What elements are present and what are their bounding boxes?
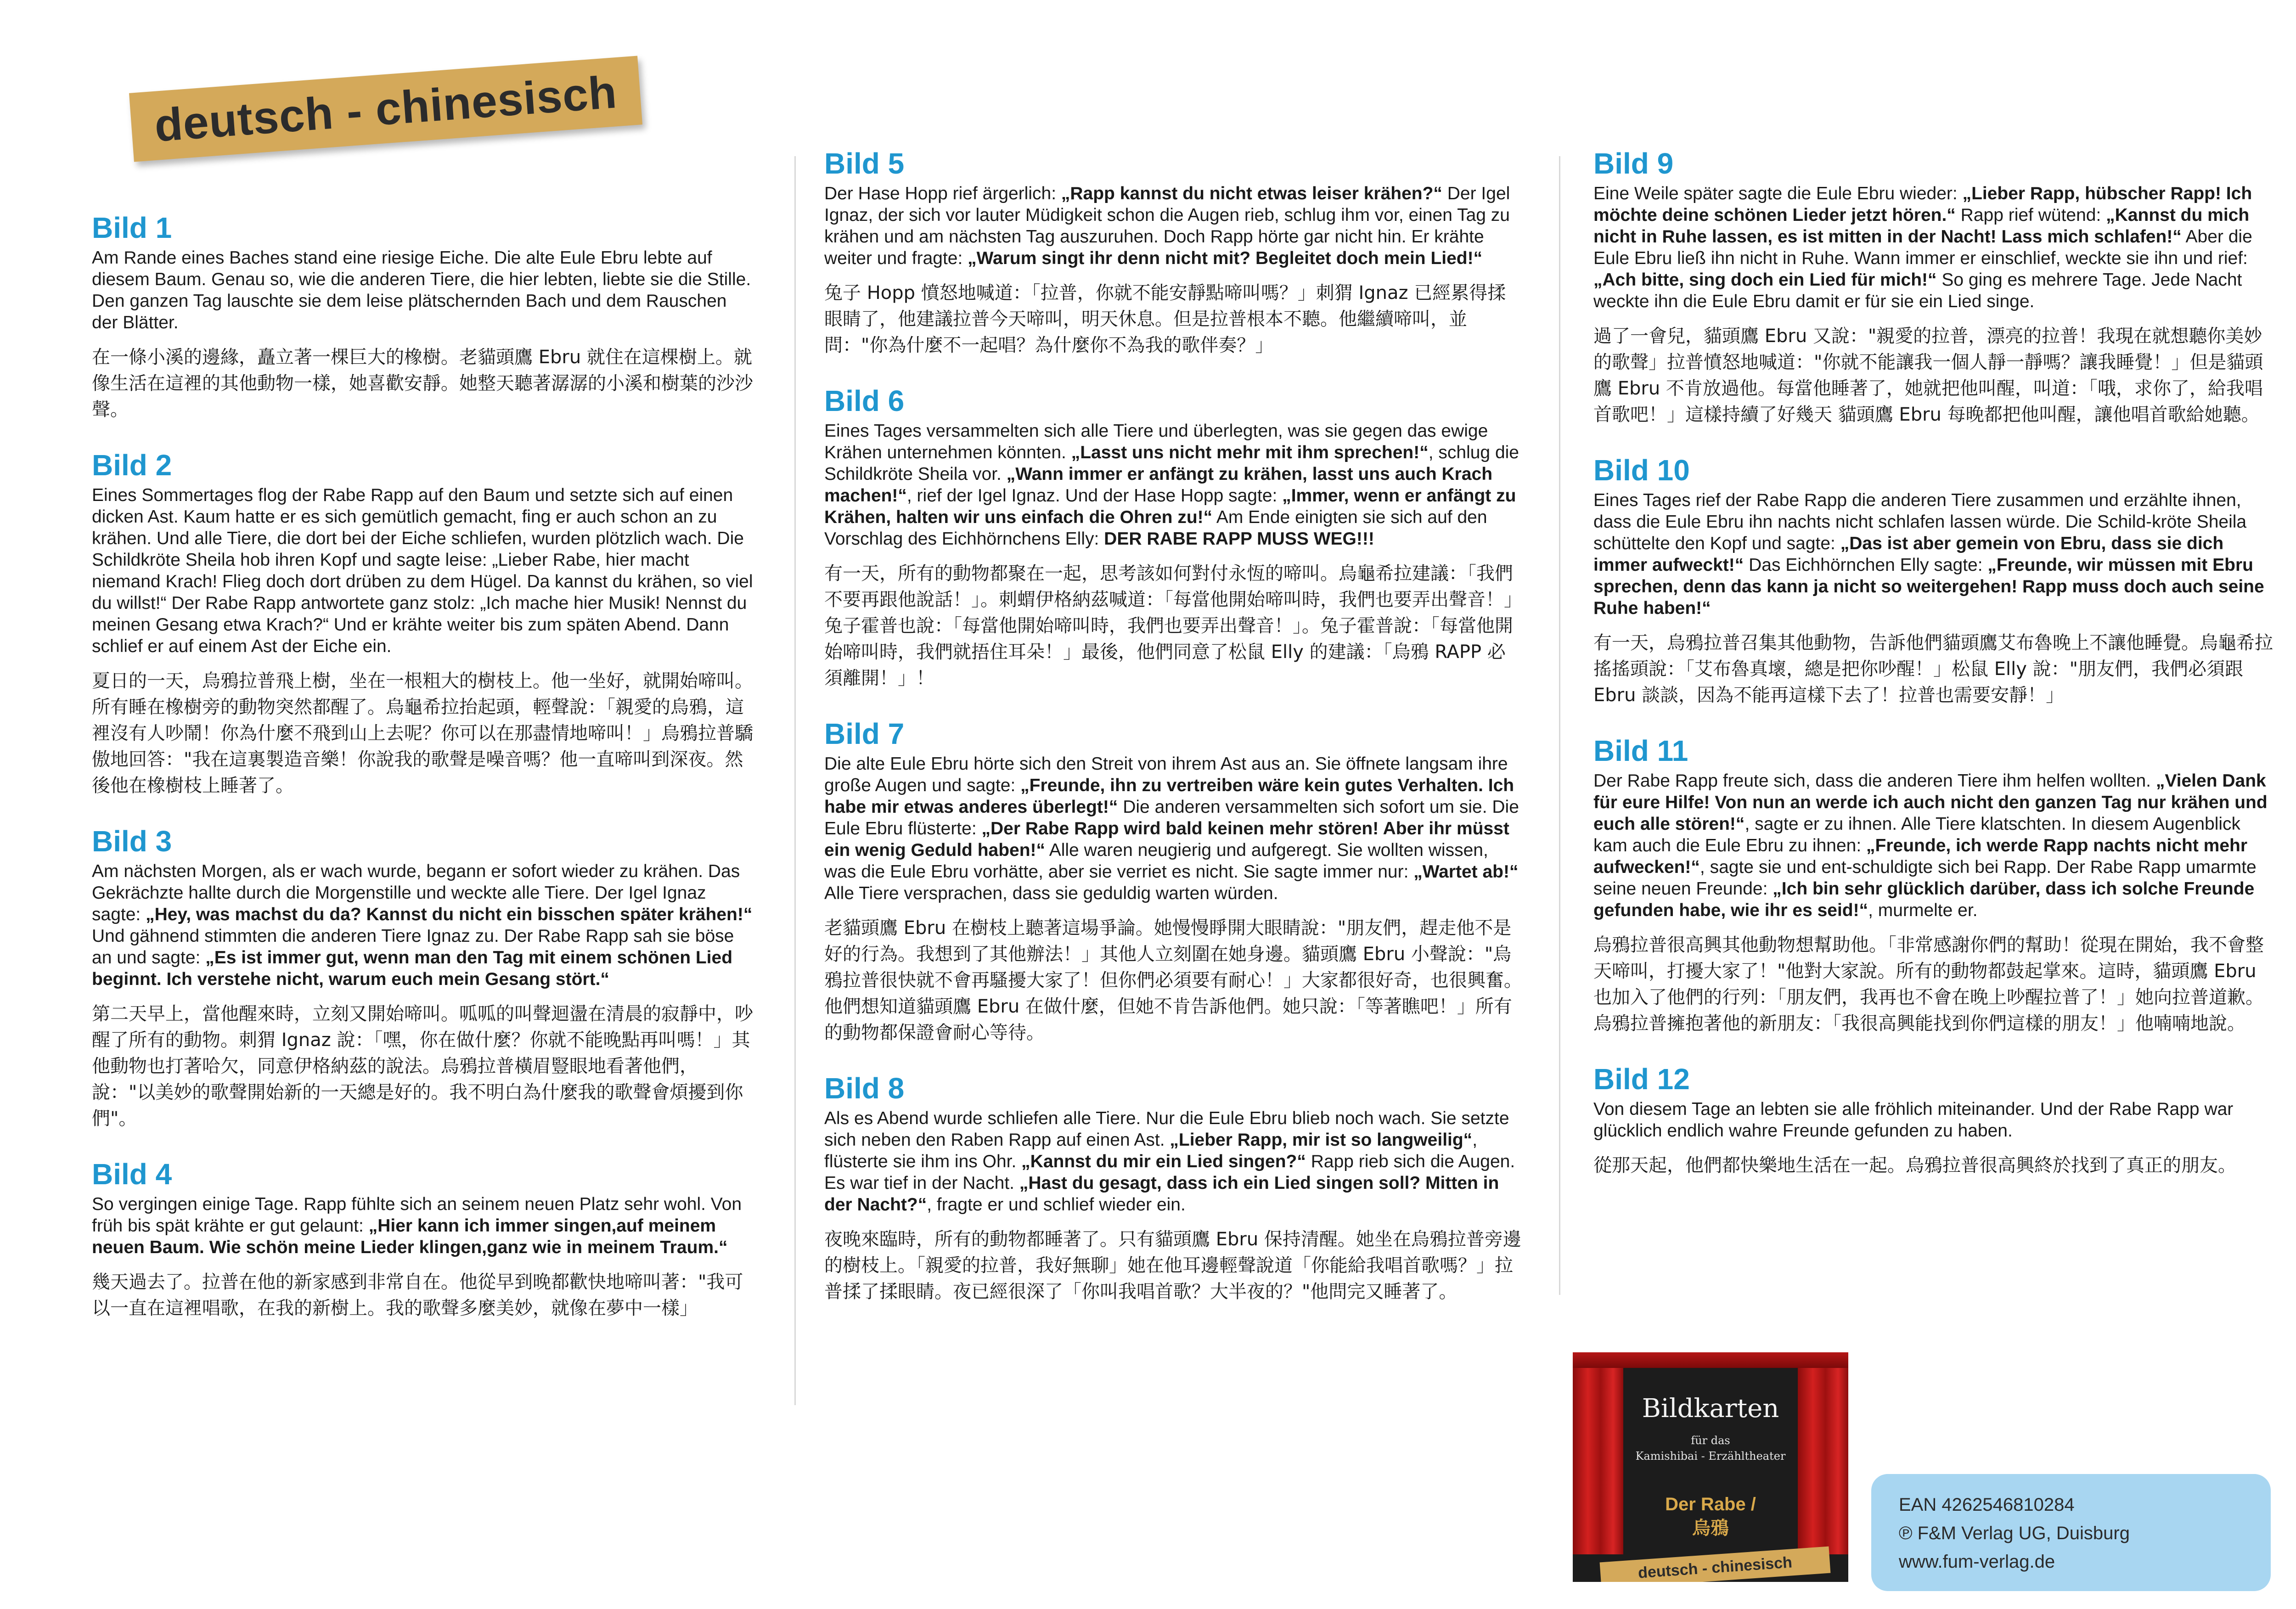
column-3 [1593,147,2273,1204]
bild-3-chinese-text: 第二天早上，當他醒來時，立刻又開始啼叫。呱呱的叫聲迴盪在清晨的寂靜中，吵醒了所有的動物。刺猬 Ignaz 說：「嘿，你在做什麼？你就不能晚點再叫嗎！」其他動物也打著哈欠，同意伊格納茲的說法。烏鴉拉普橫眉豎眼地看著他們，說："以美妙的歌聲開始新的一天總是好的。我不明白為什麼我的歌聲會煩擾到你們"。 [92,1003,753,1129]
bild-10-german-text: Eines Tages rief der Rabe Rapp die anderen Tiere zusammen und erzählte ihnen, dass die Eule Ebru ihn nachts nicht schlafen lassen würde. Die Schild-kröte Sheila schüttelte den Kopf und sagte: „Das ist aber gemein von Ebru, dass sie dich immer aufweckt!“ Das Eichhörnchen Elly sagte: „Freunde, wir müssen mit Ebru sprechen, denn das kann ja nicht so weitergehen! Rapp muss doch auch seine Ruhe haben!“ [1593,490,2264,618]
bild-12-section [1593,1063,2273,1179]
bild-1-title: Bild 1 [92,211,172,244]
curtain-left-icon [1573,1352,1623,1554]
bild-12-german-text: Von diesem Tage an lebten sie alle fröhlich miteinander. Und der Rabe Rapp war glücklich endlich wahre Freunde gefunden zu haben. [1593,1099,2234,1141]
bild-7-title: Bild 7 [824,717,905,750]
bild-4-title: Bild 4 [92,1158,172,1191]
bild-11-german-text: Der Rabe Rapp freute sich, dass die anderen Tiere ihm helfen wollten. „Vielen Dank für eure Hilfe! Von nun an werde ich auch nicht den ganzen Tag nur krähen und euch alle stören!“, sagte er zu ihnen. Alle Tiere klatschten. In diesem Augenblick kam auch die Eule Ebru zu ihnen: „Freunde, ich werde Rapp nachts nicht mehr aufwecken!“, sagte sie und ent-schuldigte sich bei Rapp. Der Rabe Rapp umarmte seine neuen Freunde: „Ich bin sehr glücklich darüber, dass ich solche Freunde gefunden habe, wie ihr es seid!“, murmelte er. [1593,771,2268,920]
card-story-title-de: Der Rabe / [1665,1494,1756,1514]
bild-2-german-text: Eines Sommertages flog der Rabe Rapp auf den Baum und setzte sich auf einen dicken Ast. Kaum hatte er es sich gemütlich gemacht, fing er auch schon an zu krähen. Und alle Tiere, die dort bei der Eiche schliefen, wurden plötzlich wach. Die Schildkröte Sheila hob ihren Kopf und sagte leise: „Lieber Rabe, hier macht niemand Krach! Flieg doch dort drüben zu dem Hügel. Da kannst du krähen, so viel du willst!“ Der Rabe Rapp antwortete ganz stolz: „Ich mache hier Musik! Nennst du meinen Gesang etwa Krach?“ Und er krähte weiter bis zum späten Abend. Dann schlief er auf einem Ast der Eiche ein. [92,485,753,656]
card-subtitle-1: für das [1691,1434,1730,1447]
curtain-valance-icon [1573,1352,1848,1368]
bild-10-chinese-text: 有一天，烏鴉拉普召集其他動物，告訴他們貓頭鷹艾布魯晚上不讓他睡覺。烏龜希拉搖搖頭說：「艾布魯真壞，總是把你吵醒！」松鼠 Elly 說："朋友們，我們必須跟 Ebru 談談，因為不能再這樣下去了！拉普也需要安靜！」 [1593,632,2273,706]
bild-10-section [1593,454,2273,709]
bild-2-chinese-text: 夏日的一天，烏鴉拉普飛上樹，坐在一根粗大的樹枝上。他一坐好，就開始啼叫。所有睡在橡樹旁的動物突然都醒了。烏龜希拉抬起頭，輕聲說：「親愛的烏鴉，這裡沒有人吵鬧！你為什麼不飛到山上去呢？你可以在那盡情地啼叫！」烏鴉拉普驕傲地回答："我在這裏製造音樂！你說我的歌聲是噪音嗎？他一直啼叫到深夜。然後他在橡樹枝上睡著了。 [92,670,753,796]
bild-8-chinese-text: 夜晚來臨時，所有的動物都睡著了。只有貓頭鷹 Ebru 保持清醒。她坐在烏鴉拉普旁邊的樹枝上。「親愛的拉普，我好無聊」她在他耳邊輕聲說道「你能給我唱首歌嗎？」拉普揉了揉眼睛。夜已經很深了「你叫我唱首歌？大半夜的？"他問完又睡著了。 [824,1229,1521,1302]
language-tag [129,56,642,162]
bild-1-german-text: Am Rande eines Baches stand eine riesige Eiche. Die alte Eule Ebru lebte auf diesem Baum. Genau so, wie die anderen Tiere, die hier lebten, liebte sie die Stille. Den ganzen Tag lauschte sie dem leise plätschernden Bach und dem Rauschen der Blätter. [92,248,751,332]
card-story-title [1623,1492,1798,1540]
bild-7-chinese-text: 老貓頭鷹 Ebru 在樹枝上聽著這場爭論。她慢慢睜開大眼睛說："朋友們，趕走他不是好的行為。我想到了其他辦法！」其他人立刻圍在她身邊。貓頭鷹 Ebru 小聲說："烏鴉拉普很快就不會再騷擾大家了！但你們必須要有耐心！」大家都很好奇，也很興奮。他們想知道貓頭鷹 Ebru 在做什麼，但她不肯告訴他們。她只說：「等著瞧吧！」所有的動物都保證會耐心等待。 [824,917,1522,1043]
bild-5-section [824,147,1522,359]
bild-2-section [92,449,753,799]
bild-3-german-text: Am nächsten Morgen, als er wach wurde, begann er sofort wieder zu krähen. Das Gekrächzte hallte durch die Morgenstille und weckte alle Tiere. Der Igel Ignaz sagte: „Hey, was machst du da? Kannst du nicht ein bisschen später krähen!“ Und gähnend stimmten die anderen Tiere Ignaz zu. Der Rabe Rapp sah sie böse an und sagte: „Es ist immer gut, wenn man den Tag mit einem schönen Lied beginnt. Ich verstehe nicht, warum euch mein Gesang stört.“ [92,861,753,989]
publisher-website: www.fum-verlag.de [1899,1552,2055,1572]
column-2 [824,147,1522,1331]
bild-1-section [92,211,753,423]
publisher-info-box [1871,1474,2271,1591]
card-title: Bildkarten [1642,1394,1779,1423]
bild-4-chinese-text: 幾天過去了。拉普在他的新家感到非常自在。他從早到晚都歡快地啼叫著："我可以一直在這裡唱歌，在我的新樹上。我的歌聲多麼美妙，就像在夢中一樣」 [92,1271,743,1319]
bild-6-chinese-text: 有一天，所有的動物都聚在一起，思考該如何對付永恆的啼叫。烏龜希拉建議：「我們不要再跟他說話！」。刺蝟伊格納茲喊道：「每當他開始啼叫時，我們也要弄出聲音！」兔子霍普也說：「每當他開始啼叫時，我們也要弄出聲音！」。兔子霍普說：「每當他開始啼叫時，我們就捂住耳朵！」最後，他們同意了松鼠 Elly 的建議：「烏鴉 RAPP 必須離開！」！ [824,563,1522,689]
bild-9-section [1593,147,2273,428]
bild-7-german-text: Die alte Eule Ebru hörte sich den Streit von ihrem Ast aus an. Sie öffnete langsam ihre große Augen und sagte: „Freunde, ihn zu vertreiben wäre kein gutes Verhalten. Ich habe mir etwas anderes überlegt!“ Die anderen versammelten sich sofort um sie. Die Eule Ebru flüsterte: „Der Rabe Rapp wird bald keinen mehr stören! Aber ihr müsst ein wenig Geduld haben!“ Alle waren neugierig und aufgeregt. Sie wollten wissen, was die Eule Ebru vorhätte, aber sie verriet es nicht. Sie sagte immer nur: „Wartet ab!“ Alle Tiere versprachen, dass sie geduldig warten würden. [824,754,1519,903]
column-divider-2 [1559,156,1560,1295]
language-tag-label: deutsch - chinesisch [152,66,619,152]
bild-11-section [1593,734,2273,1037]
bild-6-german-text: Eines Tages versammelten sich alle Tiere und überlegten, was sie gegen das ewige Krähen unternehmen könnten. „Lasst uns nicht mehr mit ihm sprechen!“, schlug die Schildkröte Sheila vor. „Wann immer er anfängt zu krähen, lasst uns auch Krach machen!“, rief der Igel Ignaz. Und der Hase Hopp sagte: „Immer, wenn er anfängt zu Krähen, halten wir uns einfach die Ohren zu!“ Am Ende einigten sie sich auf den Vorschlag des Eichhörnchens Elly: DER RABE RAPP MUSS WEG!!! [824,421,1519,549]
curtain-right-icon [1798,1352,1848,1554]
bild-6-section [824,384,1522,692]
card-story-title-zh: 烏鴉 [1692,1518,1729,1538]
bild-6-title: Bild 6 [824,384,905,417]
column-divider-1 [794,156,796,1405]
bild-5-chinese-text: 兔子 Hopp 憤怒地喊道：「拉普，你就不能安靜點啼叫嗎？」刺猬 Ignaz 已經累得揉眼睛了，他建議拉普今天啼叫，明天休息。但是拉普根本不聽。他繼續啼叫，並問："你為什麼不一起唱？為什麼你不為我的歌伴奏？」 [824,282,1506,356]
bild-8-title: Bild 8 [824,1072,905,1105]
bild-5-title: Bild 5 [824,147,905,180]
bild-9-german-text: Eine Weile später sagte die Eule Ebru wieder: „Lieber Rapp, hübscher Rapp! Ich möchte deine schönen Lieder jetzt hören.“ Rapp rief wütend: „Kannst du mich nicht in Ruhe lassen, es ist mitten in der Nacht! Lass mich schlafen!“ Aber die Eule Ebru ließ ihn nicht in Ruhe. Wann immer er einschlief, weckte sie ihn und rief: „Ach bitte, sing doch ein Lied für mich!“ So ging es mehrere Tage. Jede Nacht weckte ihn die Eule Ebru damit er für sie ein Lied singe. [1593,184,2252,311]
bild-12-chinese-text: 從那天起，他們都快樂地生活在一起。烏鴉拉普很高興終於找到了真正的朋友。 [1593,1155,2236,1176]
bild-11-chinese-text: 烏鴉拉普很高興其他動物想幫助他。「非常感謝你們的幫助！從現在開始，我不會整天啼叫，打擾大家了！"他對大家說。所有的動物都鼓起掌來。這時，貓頭鷹 Ebru 也加入了他們的行列：「朋友們，我再也不會在晚上吵醒拉普了！」她向拉普道歉。烏鴉拉普擁抱著他的新朋友：「我很高興能找到你們這樣的朋友！」他喃喃地說。 [1593,934,2264,1034]
bild-3-section [92,825,753,1132]
bild-8-german-text: Als es Abend wurde schliefen alle Tiere. Nur die Eule Ebru blieb noch wach. Sie setzte sich neben den Raben Rapp auf einen Ast. „Lieber Rapp, mir ist so langweilig“, flüsterte sie ihm ins Ohr. „Kannst du mir ein Lied singen?“ Rapp rieb sich die Augen. Es war tief in der Nacht. „Hast du gesagt, dass ich ein Lied singen soll? Mitten in der Nacht?“, fragte er und schlief wieder ein. [824,1108,1515,1215]
bild-4-german-text: So vergingen einige Tage. Rapp fühlte sich an seinem neuen Platz sehr wohl. Von früh bis spät krähte er gut gelaunt: „Hier kann ich immer singen,auf meinem neuen Baum. Wie schön meine Lieder klingen,ganz wie in meinem Traum.“ [92,1194,742,1257]
bild-7-section [824,717,1522,1046]
bild-5-german-text: Der Hase Hopp rief ärgerlich: „Rapp kannst du nicht etwas leiser krähen?“ Der Igel Ignaz, der sich vor lauter Müdigkeit schon die Augen rieb, schlug ihm vor, einen Tag zu krähen und am nächsten Tag auszuruhen. Doch Rapp hörte gar nicht hin. Er krähte weiter und fragte: „Warum singt ihr denn nicht mit? Begleitet doch mein Lied!“ [824,184,1510,268]
bild-1-chinese-text: 在一條小溪的邊緣，矗立著一棵巨大的橡樹。老貓頭鷹 Ebru 就住在這棵樹上。就像生活在這裡的其他動物一樣，她喜歡安靜。她整天聽著潺潺的小溪和樹葉的沙沙聲。 [92,347,753,420]
bild-8-section [824,1072,1522,1305]
card-language-band [1600,1547,1831,1582]
card-language-band-label: deutsch - chinesisch [1637,1553,1793,1582]
bild-9-chinese-text: 過了一會兒，貓頭鷹 Ebru 又說："親愛的拉普，漂亮的拉普！我現在就想聽你美妙的歌聲」拉普憤怒地喊道："你就不能讓我一個人靜一靜嗎？讓我睡覺！」但是貓頭鷹 Ebru 不肯放過他。每當他睡著了，她就把他叫醒，叫道：「哦，求你了，給我唱首歌吧！」這樣持續了好幾天 貓頭鷹 Ebru 每晚都把他叫醒，讓他唱首歌給她聽。 [1593,326,2263,425]
bild-2-title: Bild 2 [92,449,172,482]
bild-10-title: Bild 10 [1593,454,1690,487]
card-subtitle-2: Kamishibai - Erzähltheater [1635,1450,1786,1463]
publisher-name: ℗ F&M Verlag UG, Duisburg [1899,1523,2130,1543]
column-1 [92,211,753,1347]
bildkarten-card-thumbnail [1573,1352,1848,1582]
bild-9-title: Bild 9 [1593,147,1674,180]
ean-number: EAN 4262546810284 [1899,1495,2075,1515]
bild-12-title: Bild 12 [1593,1063,1690,1096]
bild-4-section [92,1158,753,1322]
bild-3-title: Bild 3 [92,825,172,858]
bild-11-title: Bild 11 [1593,734,1688,767]
